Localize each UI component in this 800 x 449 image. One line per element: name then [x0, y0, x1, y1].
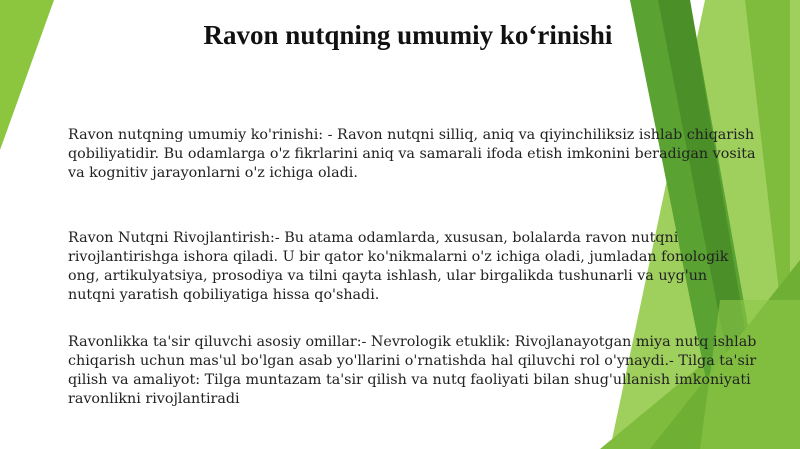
- paragraph-development: Ravon Nutqni Rivojlantirish:- Bu atama odamlarda, xususan, bolalarda ravon nutqni rivojlantirishga ishora qiladi. U bir qator ko'nikmalarni o'z ichiga oladi, jumladan fonologik ong, artikulyatsiya, prosodiya va tilni qayta ishlash, ular birgalikda tushunarli va uyg'un nutqni yaratish qobiliyatiga hissa qo'shadi.: [68, 230, 729, 303]
- paragraph-factors: Ravonlikka ta'sir qiluvchi asosiy omillar:- Nevrologik etuklik: Rivojlanayotgan miya nutq ishlab chiqarish uchun mas'ul bo'lgan asab yo'llarini o'rnatishda hal qiluvchi rol o'ynaydi.- Tilga ta'sir qilish va amaliyot: Tilga muntazam ta'sir qilish va nutq faoliyati bilan shug'ullanish imkoniyati ravonlikni rivojlantiradi: [68, 334, 757, 407]
- slide-title: Ravon nutqning umumiy ko‘rinishi: [203, 20, 613, 50]
- paragraph-overview: Ravon nutqning umumiy ko'rinishi: - Ravon nutqni silliq, aniq va qiyinchiliksiz ishlab chiqarish qobiliyatidir. Bu odamlarga o'z fikrlarini aniq va samarali ifoda etish imkonini beradigan vosita va kognitiv jarayonlarni o'z ichiga oladi.: [68, 127, 756, 181]
